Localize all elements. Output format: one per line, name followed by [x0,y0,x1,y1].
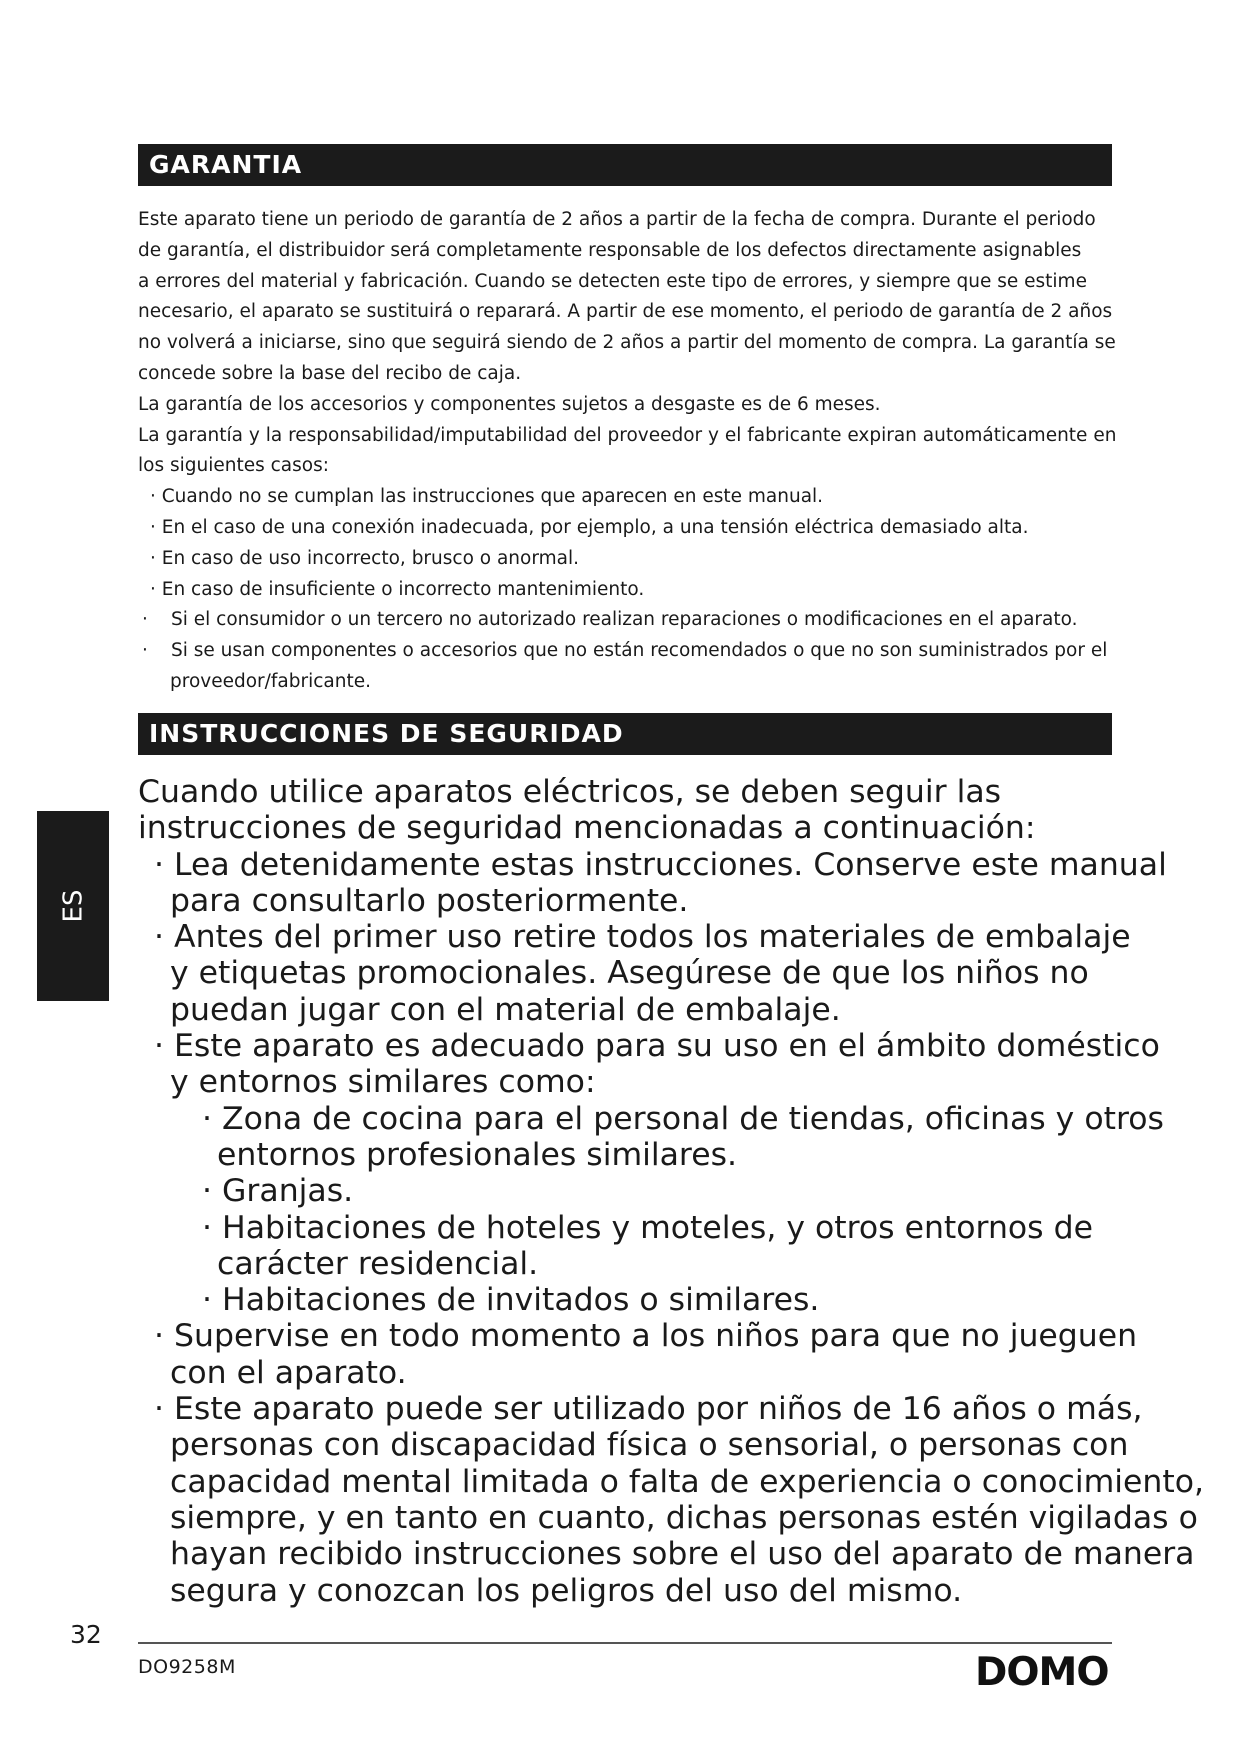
list-item: · Zona de cocina para el personal de tiendas, oficinas y otros [202,1100,1164,1137]
list-item-text: Si el consumidor o un tercero no autorizado realizan reparaciones o modificaciones en el aparato. [171,609,1078,631]
list-item: siempre, y en tanto en cuanto, dichas personas estén vigiladas o [170,1499,1198,1536]
list-item: con el aparato. [170,1354,407,1391]
model-number: DO9258M [138,1656,236,1678]
list-item: capacidad mental limitada o falta de experiencia o conocimiento, [170,1463,1205,1500]
paragraph-line: La garantía y la responsabilidad/imputabilidad del proveedor y el fabricante expiran automáticamente en [138,424,1117,446]
list-item: · En caso de insuficiente o incorrecto mantenimiento. [150,578,645,600]
list-item: · En el caso de una conexión inadecuada, por ejemplo, a una tensión eléctrica demasiado alta. [150,516,1029,538]
list-item: y etiquetas promocionales. Asegúrese de que los niños no [170,955,1089,992]
list-item: · Lea detenidamente estas instrucciones. Conserve este manual [154,846,1167,883]
bullet-dot: · [142,640,148,662]
paragraph-line: los siguientes casos: [138,455,329,477]
list-item: entornos profesionales similares. [217,1136,737,1173]
paragraph-line: Este aparato tiene un periodo de garantía de 2 años a partir de la fecha de compra. Durante el periodo [138,209,1096,230]
intro-line: instrucciones de seguridad mencionadas a continuación: [138,810,1036,847]
list-item: carácter residencial. [217,1245,539,1282]
list-item: · En caso de uso incorrecto, brusco o anormal. [150,547,580,569]
language-tab [37,811,109,1001]
warranty-text [138,205,1118,698]
list-item: para consultarlo posteriormente. [170,882,689,919]
list-item: · Habitaciones de invitados o similares. [202,1282,820,1319]
safety-section-header: INSTRUCCIONES DE SEGURIDAD [138,713,1112,755]
footer-divider [138,1642,1112,1644]
language-label: ES [58,889,88,923]
list-item: · Antes del primer uso retire todos los materiales de embalaje [154,919,1131,956]
list-item-text: Si se usan componentes o accesorios que no están recomendados o que no son suministrados por el [171,640,1108,662]
paragraph-line: necesario, el aparato se sustituirá o reparará. A partir de ese momento, el periodo de garantía de 2 años [138,301,1113,323]
list-item-continuation: proveedor/fabricante. [170,670,371,692]
list-item: · Este aparato es adecuado para su uso en el ámbito doméstico [154,1028,1160,1065]
list-item: y entornos similares como: [170,1064,596,1101]
page-number: 32 [70,1620,102,1649]
list-item [138,605,1118,636]
safety-instructions [138,774,1205,1609]
list-item: segura y conozcan los peligros del uso del mismo. [170,1572,963,1609]
list-item: personas con discapacidad física o sensorial, o personas con [170,1427,1129,1464]
list-item: · Este aparato puede ser utilizado por niños de 16 años o más, [154,1391,1143,1428]
warranty-section-header: GARANTIA [138,144,1112,186]
list-item: · Cuando no se cumplan las instrucciones que aparecen en este manual. [150,486,824,508]
list-item: hayan recibido instrucciones sobre el uso del aparato de manera [170,1536,1195,1573]
paragraph-line: La garantía de los accesorios y componentes sujetos a desgaste es de 6 meses. [138,393,881,415]
paragraph-line: concede sobre la base del recibo de caja. [138,362,522,384]
list-item [138,636,1118,667]
bullet-dot: · [142,609,148,631]
paragraph-line: de garantía, el distribuidor será completamente responsable de los defectos directamente asignables [138,239,1082,261]
paragraph-line: no volverá a iniciarse, sino que seguirá siendo de 2 años a partir del momento de compra. La garantía se [138,332,1116,354]
list-item: · Habitaciones de hoteles y moteles, y otros entornos de [202,1209,1093,1246]
brand-logo: DOMO [975,1650,1109,1695]
paragraph-line: a errores del material y fabricación. Cuando se detecten este tipo de errores, y siempre que se estime [138,270,1087,292]
list-item: · Supervise en todo momento a los niños para que no jueguen [154,1318,1138,1355]
list-item: puedan jugar con el material de embalaje. [170,991,841,1028]
intro-line: Cuando utilice aparatos eléctricos, se deben seguir las [138,774,1002,810]
list-item: · Granjas. [202,1173,354,1210]
